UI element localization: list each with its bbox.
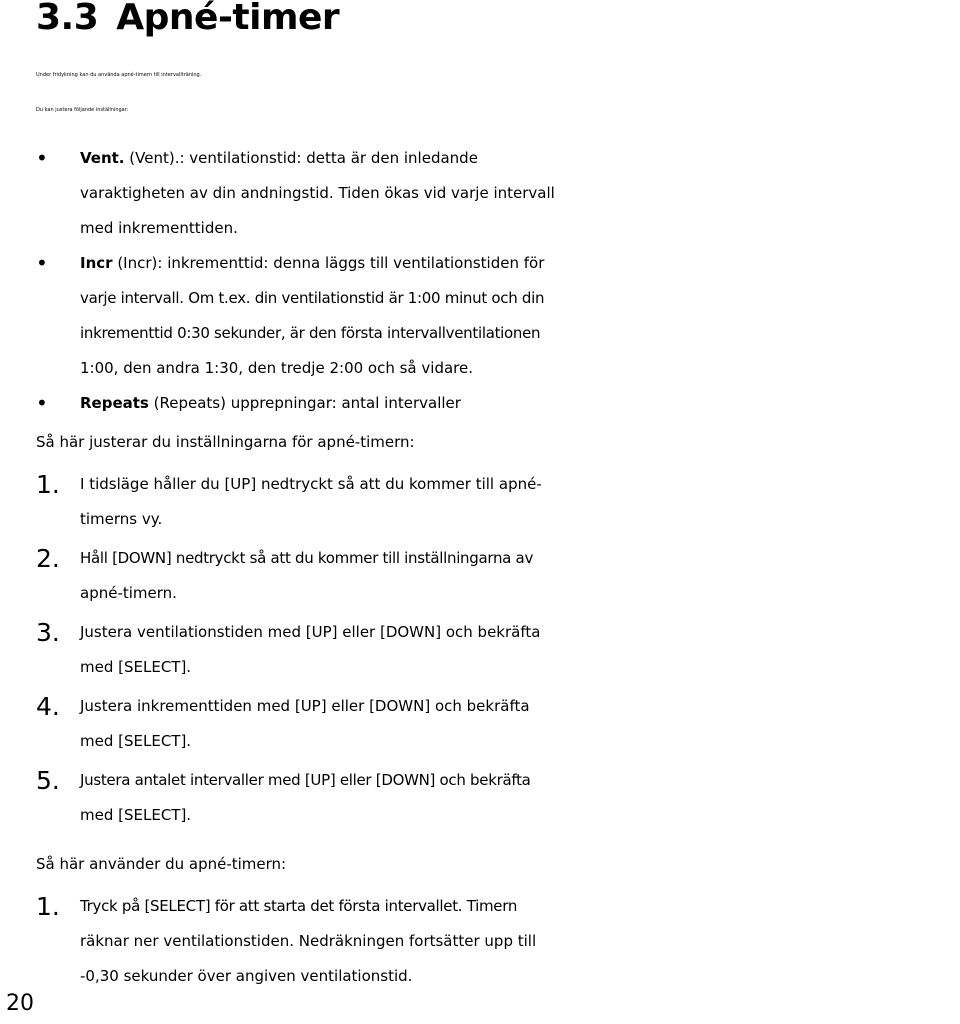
use-steps-list <box>36 889 956 994</box>
setting-text: inkrementtid 0:30 sekunder, är den första intervallventilationen <box>80 324 541 342</box>
use-heading: Så här använder du apné-timern: <box>36 855 287 873</box>
setting-term: Repeats <box>80 394 149 412</box>
step-number: 1. <box>36 892 60 921</box>
section-heading <box>36 0 339 40</box>
intro-line: Du kan justera följande inställningar: <box>36 107 129 113</box>
setting-text: varaktigheten av din andningstid. Tiden ökas vid varje intervall <box>80 184 555 202</box>
setting-text: (Incr): inkrementtid: denna läggs till ventilationstiden för <box>112 254 545 272</box>
step-text: Tryck på [SELECT] för att starta det första intervallet. Timern <box>80 897 518 915</box>
step-number: 2. <box>36 544 60 573</box>
setting-text: (Repeats) upprepningar: antal intervaller <box>148 394 461 412</box>
setting-item-vent <box>36 141 956 246</box>
step-text: Håll [DOWN] nedtryckt så att du kommer till inställningarna av <box>80 549 534 567</box>
step-number: 1. <box>36 470 60 499</box>
step-text: med [SELECT]. <box>80 806 192 824</box>
step-number: 4. <box>36 692 60 721</box>
setting-item-incr <box>36 246 956 386</box>
adjust-step <box>36 467 956 537</box>
adjust-steps-list <box>36 467 956 833</box>
step-text: Justera antalet intervaller med [UP] eller [DOWN] och bekräfta <box>80 771 531 789</box>
step-text: med [SELECT]. <box>80 658 192 676</box>
adjust-heading: Så här justerar du inställningarna för apné-timern: <box>36 433 415 451</box>
adjust-step <box>36 541 956 611</box>
setting-text: 1:00, den andra 1:30, den tredje 2:00 och så vidare. <box>80 359 473 377</box>
setting-text: med inkrementtiden. <box>80 219 238 237</box>
bullet-marker: • <box>36 251 48 275</box>
section-title: Apné-timer <box>116 0 340 38</box>
step-text: Justera ventilationstiden med [UP] eller [DOWN] och bekräfta <box>80 623 541 641</box>
step-text: timerns vy. <box>80 510 163 528</box>
bullet-marker: • <box>36 391 48 415</box>
step-text: med [SELECT]. <box>80 732 192 750</box>
setting-text: (Vent).: ventilationstid: detta är den inledande <box>124 149 478 167</box>
page-body <box>36 58 956 994</box>
intro-line: Under fridykning kan du använda apné-timern till intervallträning. <box>36 72 202 78</box>
step-text: I tidsläge håller du [UP] nedtryckt så att du kommer till apné- <box>80 475 542 493</box>
setting-term: Vent. <box>80 149 125 167</box>
setting-text: varje intervall. Om t.ex. din ventilationstid är 1:00 minut och din <box>80 289 545 307</box>
step-number: 5. <box>36 766 60 795</box>
step-number: 3. <box>36 618 60 647</box>
section-number: 3.3 <box>36 0 99 38</box>
step-text: -0,30 sekunder över angiven ventilationstid. <box>80 967 413 985</box>
adjust-step <box>36 763 956 833</box>
intro-paragraph <box>36 58 956 128</box>
step-text: räknar ner ventilationstiden. Nedräkningen fortsätter upp till <box>80 932 537 950</box>
step-text: Justera inkrementtiden med [UP] eller [DOWN] och bekräfta <box>80 697 530 715</box>
settings-list <box>36 141 956 421</box>
use-step <box>36 889 956 994</box>
adjust-step <box>36 689 956 759</box>
page-number: 20 <box>0 984 40 1024</box>
step-text: apné-timern. <box>80 584 177 602</box>
setting-item-repeats <box>36 386 956 421</box>
bullet-marker: • <box>36 146 48 170</box>
adjust-step <box>36 615 956 685</box>
setting-term: Incr <box>80 254 113 272</box>
